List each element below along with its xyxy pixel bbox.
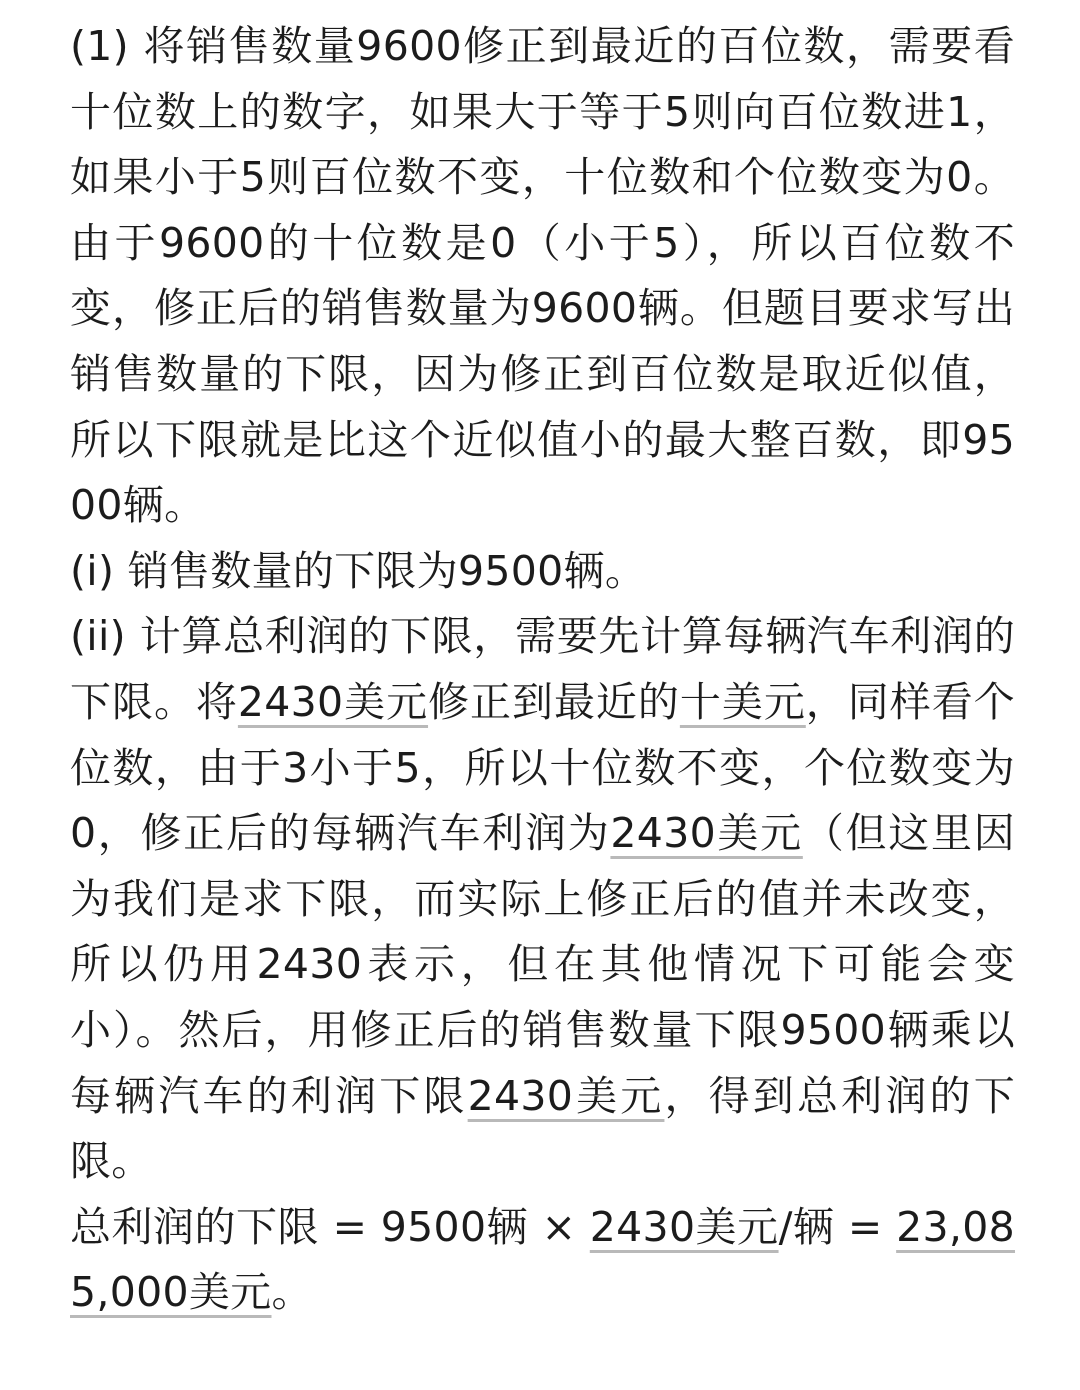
- text-segment: 。: [271, 1268, 313, 1317]
- underlined-amount: 2430美元: [610, 809, 803, 858]
- underlined-amount: 2430美元: [237, 677, 429, 726]
- text-segment: ，同样看个位数，由于3小于5，所以十位数不变，个位数变为0，修正后的每辆汽车利润为: [70, 677, 1015, 858]
- document-body: [70, 14, 1015, 1326]
- text-segment: (1) 将销售数量9600修正到最近的百位数，需要看十位数上的数字，如果大于等于5则向百位数进1，如果小于5则百位数不变，十位数和个位数变为0。由于9600的十位数是0（小于5），所以百位数不变，修正后的销售数量为9600辆。但题目要求写出销售数量的下限，因为修正到百位数是取近似值，所以下限就是比这个近似值小的最大整百数，即9500辆。: [70, 22, 1015, 530]
- text-segment: 修正到最近的: [428, 677, 680, 726]
- text-segment: 总利润的下限 = 9500辆 ×: [70, 1202, 590, 1251]
- underlined-amount: 2430美元: [589, 1202, 779, 1251]
- paragraph-part-ii: [70, 604, 1015, 1194]
- text-segment: (i) 销售数量的下限为9500辆。: [70, 546, 647, 595]
- text-segment: （但这里因为我们是求下限，而实际上修正后的值并未改变，所以仍用2430表示，但在其他情况下可能会变小）。然后，用修正后的销售数量下限9500辆乘以每辆汽车的利润下限: [70, 809, 1015, 1120]
- underlined-amount: 2430美元: [467, 1071, 665, 1120]
- paragraph-formula: [70, 1195, 1015, 1326]
- text-segment: /辆 =: [778, 1202, 897, 1251]
- underlined-total: 23,085,000美元: [70, 1202, 1016, 1317]
- text-segment: (ii) 计算总利润的下限，需要先计算每辆汽车利润的下限。将: [70, 612, 1015, 726]
- underlined-amount: 十美元: [679, 677, 806, 726]
- paragraph-part-1: [70, 14, 1015, 539]
- paragraph-part-i: [70, 539, 1015, 605]
- text-segment: ，得到总利润的下限。: [70, 1071, 1016, 1186]
